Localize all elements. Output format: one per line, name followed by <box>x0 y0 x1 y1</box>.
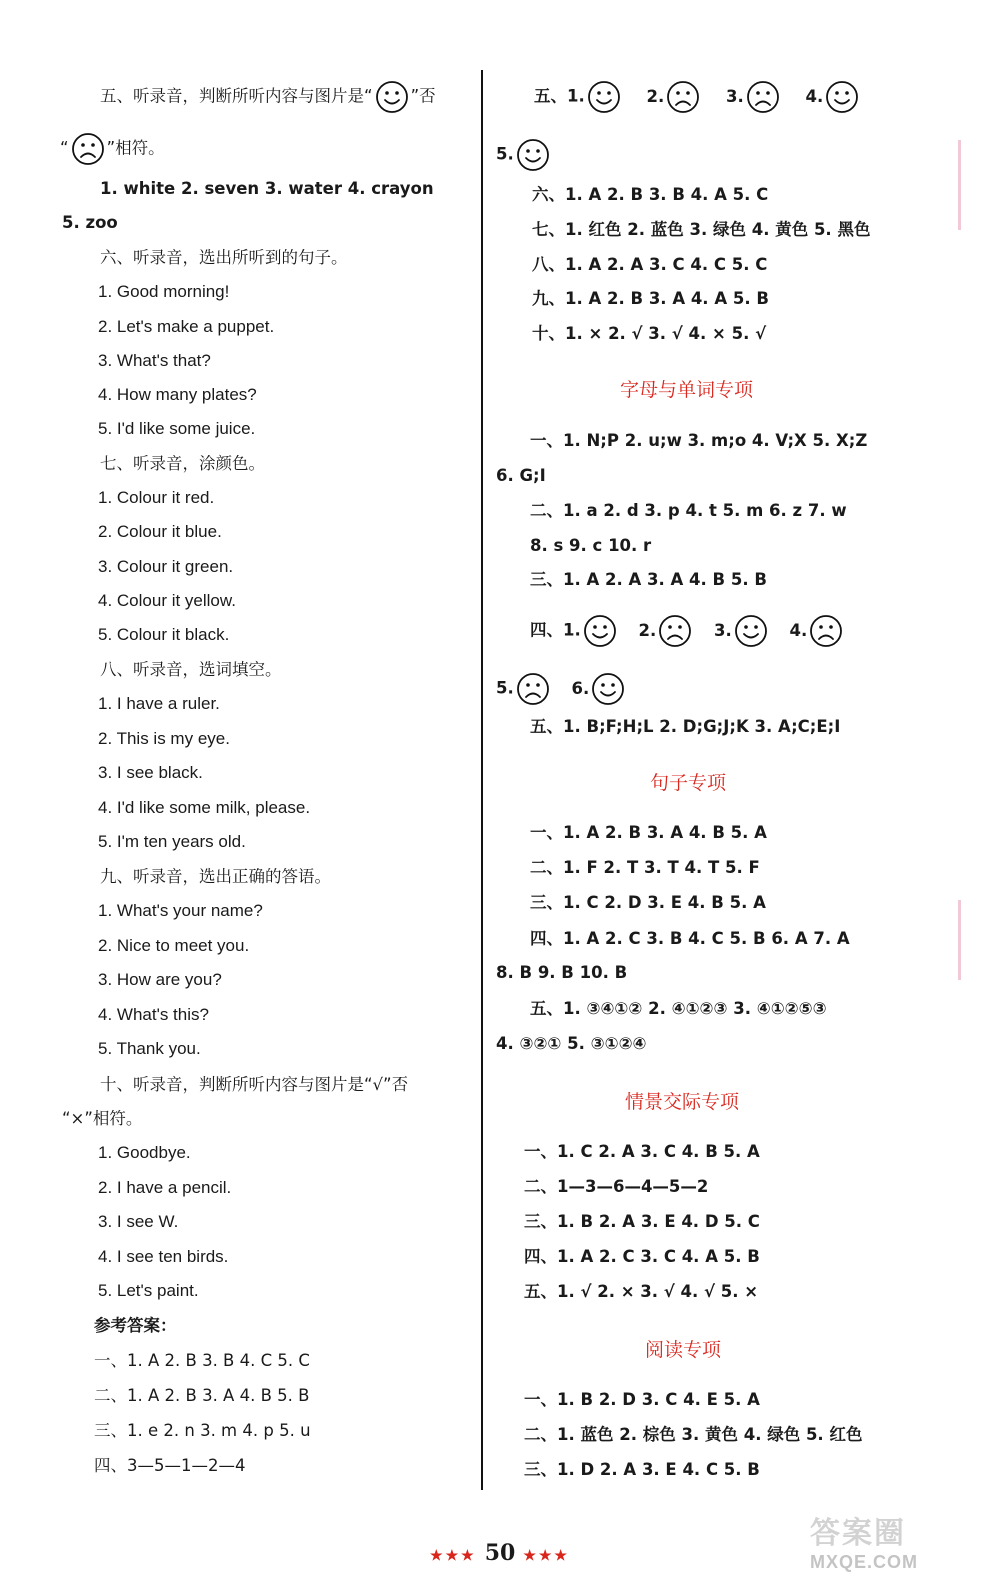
sad-face-icon <box>666 80 700 114</box>
s1-answer-line: 一、1. N;P 2. u;w 3. m;o 4. V;X 5. X;Z <box>530 431 868 450</box>
s1-q4-faces-line-2 <box>496 672 627 706</box>
q8-title: 八、听录音，选词填空。 <box>100 660 282 679</box>
q5-title-text-c: “ <box>60 138 69 158</box>
s3-answer-line: 二、1—3—6—4—5—2 <box>524 1177 709 1196</box>
r5-label: 五、1. <box>534 86 585 106</box>
q7-item: 1. Colour it red. <box>98 488 215 507</box>
q10-item: 2. I have a pencil. <box>98 1178 232 1197</box>
margin-mark <box>958 140 961 230</box>
q7-title: 七、听录音，涂颜色。 <box>100 454 265 473</box>
watermark-top-text: 答案圈 <box>810 1517 906 1550</box>
smiley-face-icon <box>375 80 409 114</box>
q7-item: 5. Colour it black. <box>98 625 230 644</box>
q5-title-text-a: 五、听录音，判断所听内容与图片是“ <box>100 86 373 106</box>
q9-item: 4. What's this? <box>98 1005 209 1024</box>
s1-q4-number: 2. <box>638 620 657 640</box>
s1-answer-line: 五、1. B;F;H;L 2. D;G;J;K 3. A;C;E;I <box>530 717 841 736</box>
s4-answer-line: 一、1. B 2. D 3. C 4. E 5. A <box>524 1390 760 1409</box>
r8-answer-line: 八、1. A 2. A 3. C 4. C 5. C <box>532 255 768 274</box>
q9-item: 3. How are you? <box>98 970 222 989</box>
s2-answer-line: 8. B 9. B 10. B <box>496 963 628 982</box>
q7-item: 3. Colour it green. <box>98 557 234 576</box>
s2-answer-line: 五、1. ③④①② 2. ④①②③ 3. ④①②⑤③ <box>530 999 827 1018</box>
q6-item: 4. How many plates? <box>98 385 257 404</box>
s3-answer-line: 三、1. B 2. A 3. E 4. D 5. C <box>524 1212 760 1231</box>
smiley-face-icon <box>734 614 768 648</box>
q10-item: 1. Goodbye. <box>98 1143 191 1162</box>
column-divider <box>481 70 483 1490</box>
s2-answer-line: 二、1. F 2. T 3. T 4. T 5. F <box>530 858 760 877</box>
r5-number: 2. <box>646 86 665 106</box>
q9-item: 1. What's your name? <box>98 901 263 920</box>
q8-item: 4. I'd like some milk, please. <box>98 798 311 817</box>
sad-face-icon <box>746 80 780 114</box>
s1-q4-number: 4. <box>789 620 808 640</box>
sad-face-icon <box>71 132 105 166</box>
q8-item: 1. I have a ruler. <box>98 694 220 713</box>
smiley-face-icon <box>516 138 550 172</box>
q10-item: 3. I see W. <box>98 1212 179 1231</box>
watermark <box>810 1508 990 1572</box>
r7-answer-line: 七、1. 红色 2. 蓝色 3. 绿色 4. 黄色 5. 黑色 <box>532 220 871 239</box>
q5-items-line: 1. white 2. seven 3. water 4. crayon <box>100 179 434 198</box>
q10-title: 十、听录音，判断所听内容与图片是“√”否 <box>100 1075 409 1094</box>
q8-item: 5. I'm ten years old. <box>98 832 246 851</box>
q10-item: 4. I see ten birds. <box>98 1247 229 1266</box>
q10-item: 5. Let's paint. <box>98 1281 199 1300</box>
q5-title-text-d: ”相符。 <box>106 138 165 158</box>
margin-mark <box>958 900 961 980</box>
r9-answer-line: 九、1. A 2. B 3. A 4. A 5. B <box>532 289 769 308</box>
s1-q4-number: 3. <box>714 620 732 640</box>
q6-item: 5. I'd like some juice. <box>98 419 256 438</box>
answer-line: 二、1. A 2. B 3. A 4. B 5. B <box>94 1386 310 1405</box>
s2-answer-line: 四、1. A 2. C 3. B 4. C 5. B 6. A 7. A <box>530 929 850 948</box>
q6-title: 六、听录音，选出所听到的句子。 <box>100 248 348 267</box>
s1-q4-number: 5. <box>496 678 514 698</box>
answers-label: 参考答案： <box>94 1316 177 1335</box>
q7-item: 2. Colour it blue. <box>98 522 222 541</box>
q5-title-line <box>100 80 436 114</box>
r5-number: 4. <box>805 86 824 106</box>
answer-line: 一、1. A 2. B 3. B 4. C 5. C <box>94 1351 310 1370</box>
smiley-face-icon <box>825 80 859 114</box>
r6-answer-line: 六、1. A 2. B 3. B 4. A 5. C <box>532 185 769 204</box>
q8-item: 2. This is my eye. <box>98 729 230 748</box>
q10-title-2: “×”相符。 <box>62 1109 143 1128</box>
q9-item: 5. Thank you. <box>98 1039 201 1058</box>
s2-answer-line: 一、1. A 2. B 3. A 4. B 5. A <box>530 823 767 842</box>
s2-answer-line: 三、1. C 2. D 3. E 4. B 5. A <box>530 893 766 912</box>
smiley-face-icon <box>587 80 621 114</box>
star-decoration-icon: ★★★ <box>430 1548 477 1564</box>
q5-title-line-2 <box>60 132 165 166</box>
section-title-reading: 阅读专项 <box>645 1339 722 1361</box>
q7-item: 4. Colour it yellow. <box>98 591 236 610</box>
q9-item: 2. Nice to meet you. <box>98 936 250 955</box>
r5-number: 3. <box>726 86 744 106</box>
s4-answer-line: 三、1. D 2. A 3. E 4. C 5. B <box>524 1460 760 1479</box>
s1-answer-line: 8. s 9. c 10. r <box>530 536 652 555</box>
watermark-bottom-text: MXQE.COM <box>810 1552 919 1572</box>
q6-item: 1. Good morning! <box>98 282 230 301</box>
q6-item: 3. What's that? <box>98 351 211 370</box>
section-title-letters-words: 字母与单词专项 <box>620 379 754 401</box>
r5-answer-line <box>534 80 861 114</box>
s1-q4-label: 四、1. <box>530 620 581 640</box>
s3-answer-line: 五、1. √ 2. × 3. √ 4. √ 5. × <box>524 1282 759 1301</box>
section-title-situational: 情景交际专项 <box>625 1091 740 1113</box>
s1-answer-line: 6. G;I <box>496 466 546 485</box>
q6-item: 2. Let's make a puppet. <box>98 317 275 336</box>
s2-answer-line: 4. ③②① 5. ③①②④ <box>496 1034 647 1053</box>
s1-answer-line: 二、1. a 2. d 3. p 4. t 5. m 6. z 7. w <box>530 501 847 520</box>
q8-item: 3. I see black. <box>98 763 203 782</box>
r5-number: 5. <box>496 144 514 164</box>
smiley-face-icon <box>591 672 625 706</box>
s1-q4-faces-line <box>530 614 845 648</box>
s4-answer-line: 二、1. 蓝色 2. 棕色 3. 黄色 4. 绿色 5. 红色 <box>524 1425 863 1444</box>
q5-items-line-2: 5. zoo <box>62 213 118 232</box>
sad-face-icon <box>516 672 550 706</box>
s3-answer-line: 四、1. A 2. C 3. C 4. A 5. B <box>524 1247 760 1266</box>
answer-line: 四、3—5—1—2—4 <box>94 1456 246 1475</box>
sad-face-icon <box>658 614 692 648</box>
page-number: 50 <box>484 1540 516 1566</box>
r10-answer-line: 十、1. × 2. √ 3. √ 4. × 5. √ <box>532 324 767 343</box>
s1-answer-line: 三、1. A 2. A 3. A 4. B 5. B <box>530 570 767 589</box>
smiley-face-icon <box>583 614 617 648</box>
s3-answer-line: 一、1. C 2. A 3. C 4. B 5. A <box>524 1142 760 1161</box>
q5-title-text-b: ”否 <box>410 86 436 106</box>
r5-answer-line-2 <box>496 138 552 172</box>
section-title-sentences: 句子专项 <box>650 772 727 794</box>
sad-face-icon <box>809 614 843 648</box>
q9-title: 九、听录音，选出正确的答语。 <box>100 867 331 886</box>
s1-q4-number: 6. <box>571 678 590 698</box>
star-decoration-icon: ★★★ <box>523 1548 570 1564</box>
answer-line: 三、1. e 2. n 3. m 4. p 5. u <box>94 1421 311 1440</box>
